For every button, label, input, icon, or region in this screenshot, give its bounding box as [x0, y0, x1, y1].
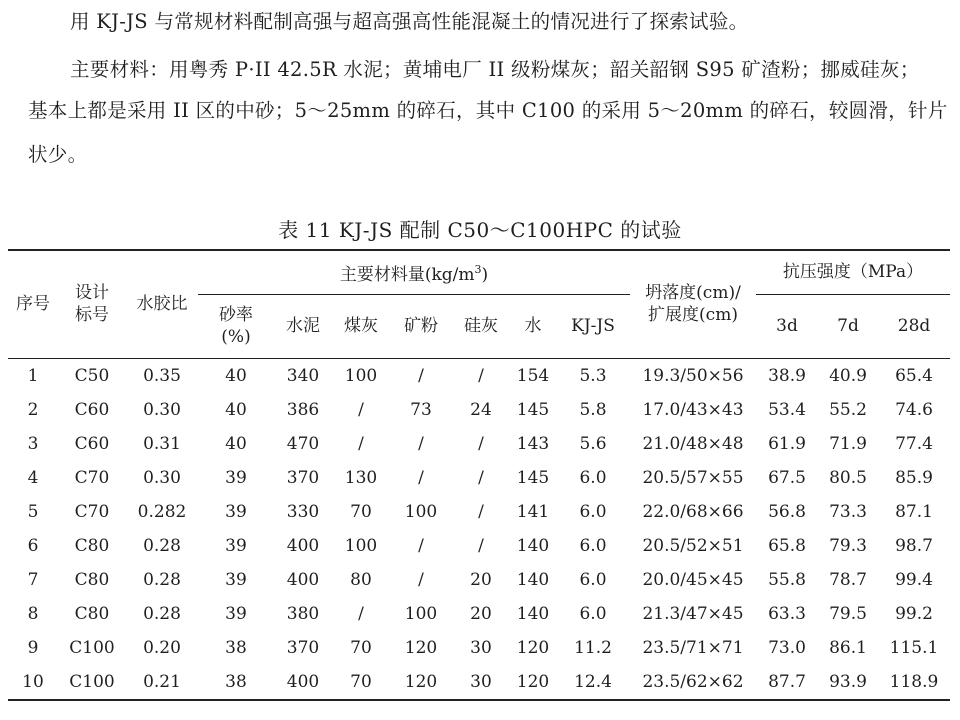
table-cell: 145 [516, 399, 550, 420]
table-cell: 79.5 [829, 603, 867, 624]
table-cell: / [478, 501, 484, 522]
table-cell: 30 [470, 637, 492, 658]
table-row [8, 495, 950, 529]
header-strength: 抗压强度（MPa） [756, 250, 950, 294]
table-cell: 400 [286, 569, 320, 590]
table-cell: 99.4 [895, 569, 933, 590]
table-cell: 120 [390, 665, 452, 700]
table-cell: 370 [286, 467, 320, 488]
table-cell: / [358, 433, 364, 454]
table-cell: 70 [332, 665, 390, 700]
table-cell: 40 [225, 365, 247, 386]
header-slump: 坍落度(cm)/ 扩展度(cm) [630, 250, 756, 358]
table-cell: 100 [404, 603, 438, 624]
table-row [8, 631, 950, 665]
table-cell: / [478, 433, 484, 454]
table-cell: C70 [74, 467, 110, 488]
table-cell: 22.0/68×66 [642, 501, 744, 522]
table-cell: 0.21 [126, 665, 198, 700]
intro-line-2: 主要材料：用粤秀 P·II 42.5R 水泥；黄埔电厂 II 级粉煤灰；韶关韶钢 S95 矿渣粉；挪威硅灰； [70, 58, 920, 81]
table-cell: 20.5/57×55 [642, 467, 744, 488]
table-cell: 330 [286, 501, 320, 522]
table-cell: 53.4 [768, 399, 806, 420]
table-cell: 87.7 [756, 665, 818, 700]
header-kjjs: KJ-JS [556, 294, 630, 358]
table-cell: / [418, 535, 424, 556]
table-cell: 0.20 [143, 637, 181, 658]
table-row [8, 665, 950, 700]
header-28d: 28d [878, 294, 950, 358]
table-cell: / [358, 399, 364, 420]
table-row [8, 393, 950, 427]
table-cell: 5.8 [579, 399, 607, 420]
table-cell: 400 [274, 665, 332, 700]
table-cell: C80 [74, 569, 110, 590]
table-cell: 141 [516, 501, 550, 522]
table-cell: 20 [470, 603, 492, 624]
table-cell: 6.0 [579, 501, 607, 522]
table-row [8, 597, 950, 631]
intro-line-1: 用 KJ-JS 与常规材料配制高强与超高强高性能混凝土的情况进行了探索试验。 [70, 10, 749, 33]
table-cell: 8 [27, 603, 39, 624]
header-flyash: 煤灰 [332, 294, 390, 358]
table-cell: 6.0 [579, 603, 607, 624]
intro-line-4: 状少。 [28, 143, 88, 166]
table-cell: 120 [510, 665, 556, 700]
test-results-table [8, 249, 950, 701]
table-cell: C100 [58, 665, 126, 700]
table-cell: 80 [350, 569, 372, 590]
table-cell: / [478, 467, 484, 488]
table-cell: 20.5/52×51 [642, 535, 744, 556]
table-cell: 39 [225, 569, 247, 590]
table-cell: 38 [225, 637, 247, 658]
table-cell: C60 [74, 399, 110, 420]
table-row [8, 563, 950, 597]
table-cell: 0.30 [143, 399, 181, 420]
table-cell: 120 [404, 637, 438, 658]
table-cell: 71.9 [829, 433, 867, 454]
table-cell: 63.3 [768, 603, 806, 624]
table-cell: 74.6 [895, 399, 933, 420]
table-cell: 30 [452, 665, 510, 700]
table-cell: 21.0/48×48 [642, 433, 744, 454]
table-cell: 5.3 [579, 365, 607, 386]
table-cell: / [418, 433, 424, 454]
table-cell: 340 [286, 365, 320, 386]
table-cell: 0.282 [137, 501, 187, 522]
table-cell: 2 [27, 399, 39, 420]
header-7d: 7d [818, 294, 878, 358]
table-cell: 0.35 [143, 365, 181, 386]
table-cell: 12.4 [556, 665, 630, 700]
table-cell: 56.8 [768, 501, 806, 522]
table-cell: / [418, 365, 424, 386]
table-cell: / [478, 535, 484, 556]
table-cell: 6.0 [579, 467, 607, 488]
table-cell: 55.2 [829, 399, 867, 420]
table-cell: 23.5/71×71 [642, 637, 744, 658]
table-cell: 20 [470, 569, 492, 590]
table-cell: C70 [74, 501, 110, 522]
table-cell: 5.6 [579, 433, 607, 454]
table-cell: 85.9 [895, 467, 933, 488]
table-cell: 5 [27, 501, 39, 522]
table-cell: 386 [286, 399, 320, 420]
table-cell: 115.1 [889, 637, 939, 658]
table-cell: 17.0/43×43 [642, 399, 744, 420]
table-cell: 98.7 [895, 535, 933, 556]
table-cell: 1 [27, 365, 39, 386]
table-cell: 39 [225, 501, 247, 522]
table-row [8, 358, 950, 393]
table-cell: 154 [516, 365, 550, 386]
header-grade: 设计 标号 [58, 250, 126, 358]
table-cell: 130 [344, 467, 378, 488]
header-cement: 水泥 [274, 294, 332, 358]
table-cell: 20.0/45×45 [642, 569, 744, 590]
header-seq: 序号 [8, 250, 58, 358]
table-cell: 470 [286, 433, 320, 454]
table-cell: 6.0 [579, 535, 607, 556]
table-cell: C100 [69, 637, 115, 658]
table-cell: 73 [410, 399, 432, 420]
table-cell: 61.9 [768, 433, 806, 454]
table-cell: 99.2 [895, 603, 933, 624]
table-cell: 140 [516, 569, 550, 590]
table-cell: 7 [27, 569, 39, 590]
table-cell: 4 [27, 467, 39, 488]
table-cell: / [478, 365, 484, 386]
table-cell: / [418, 569, 424, 590]
table-cell: 40.9 [829, 365, 867, 386]
table-cell: 80.5 [829, 467, 867, 488]
table-cell: 67.5 [768, 467, 806, 488]
table-cell: 100 [344, 365, 378, 386]
table-cell: 87.1 [895, 501, 933, 522]
table-cell: 10 [8, 665, 58, 700]
header-silica: 硅灰 [452, 294, 510, 358]
table-cell: 55.8 [768, 569, 806, 590]
table-cell: / [418, 467, 424, 488]
table-cell: 39 [225, 603, 247, 624]
table-cell: 118.9 [878, 665, 950, 700]
table-cell: 0.28 [143, 535, 181, 556]
table-cell: 143 [516, 433, 550, 454]
table-cell: 3 [27, 433, 39, 454]
table-cell: C80 [74, 603, 110, 624]
table-cell: 145 [516, 467, 550, 488]
table-cell: 0.28 [143, 603, 181, 624]
table-row [8, 529, 950, 563]
table-cell: 73.3 [829, 501, 867, 522]
table-cell: / [358, 603, 364, 624]
table-cell: 6.0 [579, 569, 607, 590]
header-sand-ratio: 砂率 (%) [198, 294, 274, 358]
table-cell: 0.30 [143, 467, 181, 488]
table-cell: 0.31 [143, 433, 181, 454]
table-cell: 65.8 [768, 535, 806, 556]
table-cell: 400 [286, 535, 320, 556]
table-cell: 380 [286, 603, 320, 624]
table-cell: 39 [225, 535, 247, 556]
table-cell: 86.1 [829, 637, 867, 658]
header-slag: 矿粉 [390, 294, 452, 358]
header-water: 水 [510, 294, 556, 358]
table-cell: 19.3/50×56 [642, 365, 744, 386]
table-cell: 73.0 [768, 637, 806, 658]
table-cell: 79.3 [829, 535, 867, 556]
header-3d: 3d [756, 294, 818, 358]
table-caption: 表 11 KJ-JS 配制 C50～C100HPC 的试验 [278, 218, 682, 242]
table-cell: 38.9 [768, 365, 806, 386]
table-cell: 0.28 [143, 569, 181, 590]
table-cell: 70 [350, 637, 372, 658]
header-main-materials: 主要材料量$(kg/m^3)$ [198, 250, 630, 294]
table-cell: 70 [350, 501, 372, 522]
table-cell: C80 [74, 535, 110, 556]
table-cell: 24 [470, 399, 492, 420]
table-cell: 40 [225, 399, 247, 420]
table-cell: 9 [27, 637, 39, 658]
table-cell: 120 [516, 637, 550, 658]
table-cell: 23.5/62×62 [630, 665, 756, 700]
table-cell: 38 [198, 665, 274, 700]
table-row [8, 461, 950, 495]
table-cell: 370 [286, 637, 320, 658]
header-water-binder: 水胶比 [126, 250, 198, 358]
table-cell: 93.9 [818, 665, 878, 700]
table-cell: 21.3/47×45 [642, 603, 744, 624]
table-cell: 100 [404, 501, 438, 522]
table-cell: C50 [74, 365, 110, 386]
intro-line-3: 基本上都是采用 II 区的中砂；5～25mm 的碎石，其中 C100 的采用 5～20mm 的碎石，较圆滑，针片 [28, 99, 948, 122]
table-cell: 100 [344, 535, 378, 556]
table-cell: 140 [516, 535, 550, 556]
table-cell: 39 [225, 467, 247, 488]
table-cell: 65.4 [895, 365, 933, 386]
table-cell: 78.7 [829, 569, 867, 590]
table-cell: 40 [225, 433, 247, 454]
table-cell: 140 [516, 603, 550, 624]
table-cell: 77.4 [895, 433, 933, 454]
table-row [8, 427, 950, 461]
table-cell: 11.2 [574, 637, 612, 658]
table-cell: 6 [27, 535, 39, 556]
table-cell: C60 [74, 433, 110, 454]
